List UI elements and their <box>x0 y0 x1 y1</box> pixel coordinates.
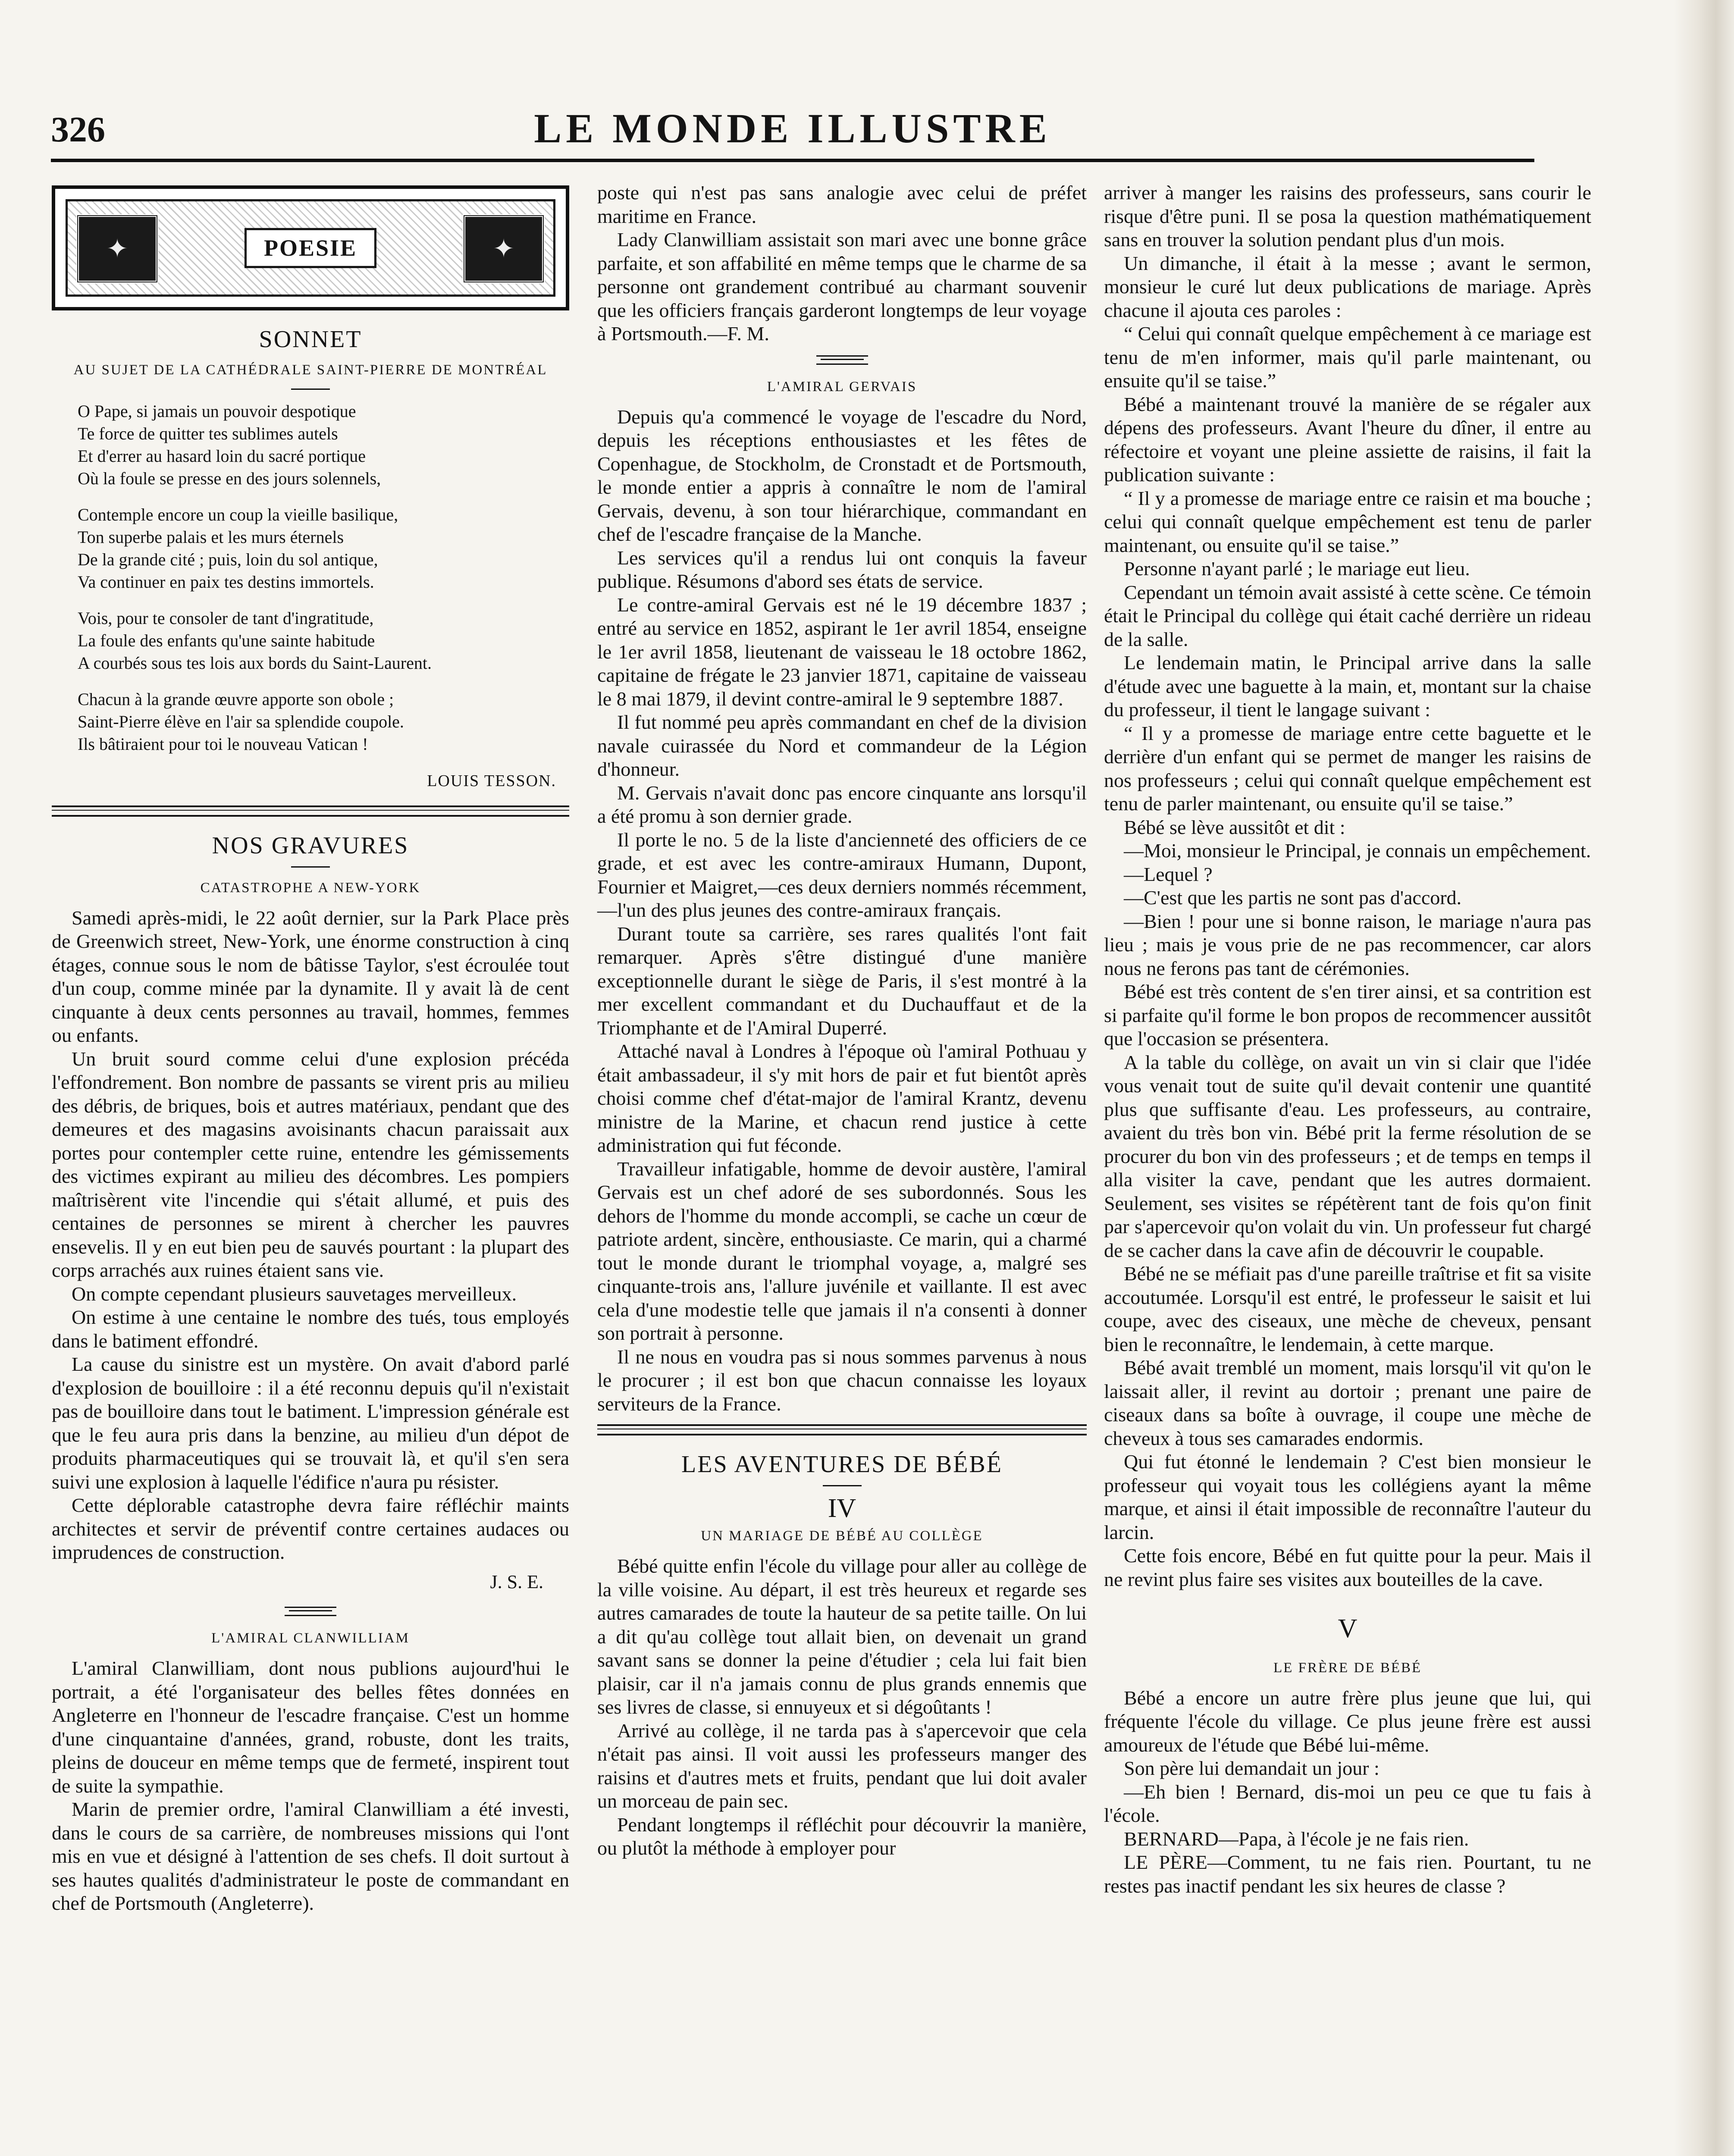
section-rule <box>597 1424 1087 1435</box>
sonnet-text <box>78 400 569 755</box>
ornament-right-icon: ✦ <box>463 214 545 283</box>
poem-stanza <box>78 607 569 674</box>
paragraph: Cette fois encore, Bébé en fut quitte pour la peur. Mais il ne revint plus faire ses visites aux bouteilles de la cave. <box>1104 1545 1591 1590</box>
masthead-title: LE MONDE ILLUSTRE <box>534 105 1051 151</box>
paragraph: Le lendemain matin, le Principal arrive dans la salle d'étude avec une baguette à la main, et, montant sur la chaise du professeur, il tient le langage suivant : <box>1104 652 1591 721</box>
banner-ornament <box>66 199 555 297</box>
section-title-bebe: LES AVENTURES DE BÉBÉ <box>681 1451 1003 1478</box>
paragraph: Attaché naval à Londres à l'époque où l'amiral Pothuau y était ambassadeur, il s'y mit hors de pair et fut bientôt après choisi comme chef d'état-major de l'amiral Krantz, devenu ministre de la Marine, et chacun rend justice à cette administration qui fut féconde. <box>597 1040 1087 1156</box>
paragraph: Bébé ne se méfiait pas d'une pareille traîtrise et fit sa visite accoutumée. Lorsqu'il est entré, le professeur le saisit et lui coupe, avec des ciseaux, une mèche de cheveux, pensant bien le reconnaître, le lendemain, à cette marque. <box>1104 1263 1591 1355</box>
poem-stanza <box>78 688 569 755</box>
paragraph: Durant toute sa carrière, ses rares qualités l'ont fait remarquer. Après s'être distingué d'une manière exceptionnelle durant le siège de Paris, il s'est montré à la mer excellent commandant et du Duchauffaut et de la Triomphante et de l'Amiral Duperré. <box>597 922 1087 1039</box>
section-rule <box>52 805 569 817</box>
paragraph: Samedi après-midi, le 22 août dernier, sur la Park Place près de Greenwich street, New-York, une énorme construction à cinq étages, connue sous le nom de bâtisse Taylor, s'est écroulée tout d'un coup, comme minée par la dynamite. Il y avait là de cent cinquante à deux cents personnes au travail, hommes, femmes ou enfants. <box>52 906 569 1046</box>
divider <box>291 866 330 868</box>
column-3 <box>1104 181 1591 1898</box>
chapter-title: UN MARIAGE DE BÉBÉ AU COLLÈGE <box>701 1528 983 1544</box>
header-rule <box>51 159 1534 162</box>
paragraph: arriver à manger les raisins des professeurs, sans courir le risque d'être puni. Il se posa la question mathématiquement sans en trouver la solution pendant plus d'un mois. <box>1104 182 1591 251</box>
paragraph: L'amiral Clanwilliam, dont nous publions aujourd'hui le portrait, a été l'organisateur des belles fêtes données en Angleterre en l'honneur de l'escadre française. C'est un homme d'une cinquantaine d'années, grand, robuste, dont les traits, pleins de douceur en même temps que de fermeté, inspirent tout de suite la sympathie. <box>52 1657 569 1797</box>
paragraph: Cette déplorable catastrophe devra faire réfléchir maints architectes et servir de préventif contre certaines audaces ou imprudences de construction. <box>52 1494 569 1563</box>
article-clanwilliam-continued <box>597 181 1087 346</box>
poem-line: Contemple encore un coup la vieille basilique, <box>78 505 398 524</box>
paragraph: Bébé se lève aussitôt et dit : <box>1124 816 1345 838</box>
article-signature: J. S. E. <box>490 1571 543 1592</box>
paragraph: Bébé avait tremblé un moment, mais lorsqu'il vit qu'on le laissait aller, il revint au dortoir ; prenant une paire de ciseaux dans sa boîte à ouvrage, il coupe une mèche de cheveux à tous ses camarades endormis. <box>1104 1357 1591 1449</box>
paragraph: On estime à une centaine le nombre des tués, tous employés dans le batiment effondré. <box>52 1306 569 1352</box>
poem-line: A courbés sous tes lois aux bords du Saint-Laurent. <box>78 653 432 673</box>
poem-line: Où la foule se presse en des jours solennels, <box>78 468 381 488</box>
paragraph: Il ne nous en voudra pas si nous sommes parvenus à nous le procurer ; il est bon que chacun connaisse les loyaux serviteurs de la France. <box>597 1345 1087 1415</box>
poem-line: Va continuer en paix tes destins immortels. <box>78 572 374 592</box>
page-edge <box>1674 0 1734 2156</box>
poem-line: De la grande cité ; puis, loin du sol antique, <box>78 549 378 569</box>
paragraph: Bébé a maintenant trouvé la manière de se régaler aux dépens des professeurs. Avant l'heure du dîner, il entre au réfectoire et voyant une pleine assiette de raisins, il fait la publication suivante : <box>1104 393 1591 486</box>
paragraph: Lady Clanwilliam assistait son mari avec une bonne grâce parfaite, et son affabilité en même temps que le charme de sa personne ont grandement contribué au charmant souvenir que les officiers français garderont longtemps de leur voyage à Portsmouth.—F. M. <box>597 229 1087 345</box>
article-title-catastrophe: CATASTROPHE A NEW-YORK <box>200 880 421 896</box>
poem-line: O Pape, si jamais un pouvoir despotique <box>78 401 356 421</box>
article-bebe-continued <box>1104 181 1591 1591</box>
paragraph: “ Celui qui connaît quelque empêchement à ce mariage est tenu de m'en informer, mais qu'il parle maintenant, ou ensuite qu'il se taise.” <box>1104 323 1591 392</box>
column-2 <box>597 181 1087 1860</box>
ornament-divider <box>816 355 868 365</box>
poem-stanza <box>78 400 569 490</box>
paragraph: BERNARD—Papa, à l'école je ne fais rien. <box>1124 1827 1469 1850</box>
paragraph: Il fut nommé peu après commandant en chef de la division navale cuirassée du Nord et commandeur de la Légion d'honneur. <box>597 711 1087 780</box>
paragraph: On compte cependant plusieurs sauvetages merveilleux. <box>72 1282 517 1305</box>
paragraph: La cause du sinistre est un mystère. On avait d'abord parlé d'explosion de bouilloire : il a été reconnu depuis qu'il n'existait pas de bouilloire dans tout le batiment. L'impression générale est que le feu aura pris dans la benzine, au milieu d'un dépot de produits pharmaceutiques qui se trouvait là, et qu'il s'en sera suivi une explosion à laquelle l'édifice n'aura pu résister. <box>52 1353 569 1493</box>
paragraph: “ Il y a promesse de mariage entre ce raisin et ma bouche ; celui qui connaît quelque empêchement est tenu de parler maintenant, ou ensuite qu'il se taise.” <box>1104 487 1591 556</box>
paragraph: Un bruit sourd comme celui d'une explosion précéda l'effondrement. Bon nombre de passants se virent pris au milieu des débris, de briques, bois et autres matériaux, pendant que des demeures et des magasins avoisinants chacun paraissait aux portes pour contempler cette ruine, entendre les gémissements des victimes expirant au milieu des décombres. Les pompiers maîtrisèrent vite l'incendie qui s'était allumé, et puis des centaines de personnes se mirent à chercher les pauvres ensevelis. Il y en eut bien peu de sauvés pourtant : la plupart des corps arrachés aux ruines étaient sans vie. <box>52 1047 569 1281</box>
paragraph: Depuis qu'a commencé le voyage de l'escadre du Nord, depuis les réceptions enthousiastes et les fêtes de Copenhague, de Stockholm, de Cronstadt et de Portsmouth, le monde entier a appris à connaître le nom de l'amiral Gervais, devenu, à son tour hiérarchique, commandant en chef de l'escadre française de la Manche. <box>597 405 1087 545</box>
ornament-divider <box>285 1607 336 1616</box>
article-clanwilliam <box>52 1657 569 1915</box>
poesie-label: POESIE <box>245 228 376 268</box>
paragraph: —Eh bien ! Bernard, dis-moi un peu ce que tu fais à l'école. <box>1104 1780 1591 1826</box>
paragraph: —C'est que les partis ne sont pas d'accord. <box>1124 887 1462 909</box>
paragraph: Marin de premier ordre, l'amiral Clanwilliam a été investi, dans le cours de sa carrière, de nombreuses missions qui l'ont mis en vue et désigné à l'attention de ses chefs. Il doit surtout à ses hautes qualités d'administrateur le poste de commandant en chef de Portsmouth (Angleterre). <box>52 1798 569 1914</box>
article-catastrophe <box>52 906 569 1564</box>
article-bebe <box>597 1554 1087 1860</box>
paragraph: —Bien ! pour une si bonne raison, le mariage n'aura pas lieu ; mais je vous prie de ne pas recommencer, car alors nous ne ferons pas tant de cérémonies. <box>1104 910 1591 979</box>
paragraph: Cependant un témoin avait assisté à cette scène. Ce témoin était le Principal du collège qui était caché derrière un rideau de la salle. <box>1104 581 1591 650</box>
chapter-number: V <box>1338 1614 1358 1643</box>
ornament-left-icon: ✦ <box>76 214 158 283</box>
poem-signature: LOUIS TESSON. <box>427 771 556 790</box>
chapter-number: IV <box>828 1493 856 1523</box>
chapter-title: LE FRÈRE DE BÉBÉ <box>1273 1660 1422 1676</box>
paragraph: Le contre-amiral Gervais est né le 19 décembre 1837 ; entré au service en 1852, aspirant le 1er avril 1854, enseigne le 1er avril 1858, lieutenant de vaisseau le 18 octobre 1862, capitaine de frégate le 23 janvier 1871, capitaine de vaisseau le 8 mai 1879, il devint contre-amiral le 9 septembre 1887. <box>597 593 1087 710</box>
divider <box>823 1485 862 1486</box>
paragraph: Bébé est très content de s'en tirer ainsi, et sa contrition est si parfaite qu'il forme le bon propos de recommencer aussitôt que l'occasion se présentera. <box>1104 981 1591 1050</box>
paragraph: M. Gervais n'avait donc pas encore cinquante ans lorsqu'il a été promu à son dernier grade. <box>597 781 1087 827</box>
section-title-gravures: NOS GRAVURES <box>212 832 409 859</box>
paragraph: Personne n'ayant parlé ; le mariage eut lieu. <box>1124 558 1470 580</box>
divider <box>291 389 330 390</box>
paragraph: —Lequel ? <box>1124 863 1213 885</box>
paragraph: Bébé a encore un autre frère plus jeune que lui, qui fréquente l'école du village. Ce plus jeune frère est aussi amoureux de l'étude que Bébé lui-même. <box>1104 1686 1591 1756</box>
poem-line: Ton superbe palais et les murs éternels <box>78 527 344 547</box>
paragraph: Pendant longtemps il réfléchit pour découvrir la manière, ou plutôt la méthode à employer pour <box>597 1813 1087 1859</box>
article-title-clanwilliam: L'AMIRAL CLANWILLIAM <box>211 1630 410 1646</box>
poem-stanza <box>78 504 569 593</box>
paragraph: A la table du collège, on avait un vin si clair que l'idée vous venait tout de suite qu'il devait contenir une quantité plus que suffisante d'eau. Les professeurs, au contraire, avaient du très bon vin. Bébé prit la ferme résolution de se procurer du bon vin des professeurs ; et de temps en temps il alla visiter la cave, pendant que les autres dormaient. Seulement, ses visites se répétèrent tant de fois qu'on finit par s'apercevoir qu'on volait du vin. Un professeur fut chargé de se cacher dans la cave afin de découvrir le coupable. <box>1104 1051 1591 1261</box>
article-frere-de-bebe <box>1104 1686 1591 1898</box>
paragraph: Travailleur infatigable, homme de devoir austère, l'amiral Gervais est un chef adoré de ses subordonnés. Sous les dehors de l'homme du monde accompli, se cache un cœur de patriote ardent, sincère, enthousiaste. Ce marin, qui a charmé tout le monde durant le triomphal voyage, a, malgré ses cinquante-trois ans, l'allure juvénile et vaillante. Il est avec cela d'une modestie telle que jamais il n'a consenti à donner son portrait à personne. <box>597 1157 1087 1344</box>
column-1 <box>52 181 569 1915</box>
poem-line: Chacun à la grande œuvre apporte son obole ; <box>78 689 394 709</box>
poesie-banner <box>52 185 569 310</box>
article-gervais <box>597 405 1087 1416</box>
sonnet-subtitle: AU SUJET DE LA CATHÉDRALE SAINT-PIERRE DE MONTRÉAL <box>73 362 548 378</box>
paragraph: Bébé quitte enfin l'école du village pour aller au collège de la ville voisine. Au départ, il est très heureux et regarde ses autres camarades de toute la hauteur de sa petite taille. On lui a dit qu'au collège tout allait bien, on devenait un grand savant sans se donner la peine d'étudier ; cela lui fait bien plaisir, car il n'a jamais connu de plus grands ennemis que ses livres de classe, si ennuyeux et si dégoûtants ! <box>597 1555 1087 1718</box>
poem-line: Te force de quitter tes sublimes autels <box>78 423 338 443</box>
poem-line: Saint-Pierre élève en l'air sa splendide coupole. <box>78 711 404 731</box>
paragraph: LE PÈRE—Comment, tu ne fais rien. Pourtant, tu ne restes pas inactif pendant les six heures de classe ? <box>1104 1851 1591 1897</box>
paragraph: —Moi, monsieur le Principal, je connais un empêchement. <box>1124 840 1591 862</box>
paragraph: Son père lui demandait un jour : <box>1124 1757 1380 1779</box>
page-header <box>51 91 1534 156</box>
poem-line: Vois, pour te consoler de tant d'ingratitude, <box>78 608 374 628</box>
paragraph: Qui fut étonné le lendemain ? C'est bien monsieur le professeur qui voyait tous les collégiens ayant la même marque, et ainsi il était impossible de reconnaître l'auteur du larcin. <box>1104 1451 1591 1543</box>
paragraph: Il porte le no. 5 de la liste d'ancienneté des officiers de ce grade, et est avec les contre-amiraux Humann, Dupont, Fournier et Maigret,—ces deux derniers nommés récemment,—l'un des plus jeunes des contre-amiraux français. <box>597 828 1087 921</box>
page-number: 326 <box>51 110 105 150</box>
article-title-gervais: L'AMIRAL GERVAIS <box>767 379 917 395</box>
sonnet-title: SONNET <box>259 326 362 353</box>
paragraph: Arrivé au collège, il ne tarda pas à s'apercevoir que cela n'était pas ainsi. Il voit aussi les professeurs manger des raisins et d'autres mets et fruits, pendant que lui doit avaler un morceau de pain sec. <box>597 1719 1087 1812</box>
poem-line: Et d'errer au hasard loin du sacré portique <box>78 446 366 466</box>
paragraph: Un dimanche, il était à la messe ; avant le sermon, monsieur le curé lut deux publications de mariage. Après chacune il ajouta ces paroles : <box>1104 252 1591 321</box>
poem-line: La foule des enfants qu'une sainte habitude <box>78 630 375 650</box>
paragraph: “ Il y a promesse de mariage entre cette baguette et le derrière d'un enfant qui se permet de manger les raisins de nos professeurs ; celui qui connaît quelque empêchement est tenu de parler maintenant, ou ensuite qu'il se taise.” <box>1104 722 1591 815</box>
paragraph: Les services qu'il a rendus lui ont conquis la faveur publique. Résumons d'abord ses états de service. <box>597 546 1087 592</box>
poem-line: Ils bâtiraient pour toi le nouveau Vatican ! <box>78 734 368 754</box>
paragraph: poste qui n'est pas sans analogie avec celui de préfet maritime en France. <box>597 182 1087 227</box>
